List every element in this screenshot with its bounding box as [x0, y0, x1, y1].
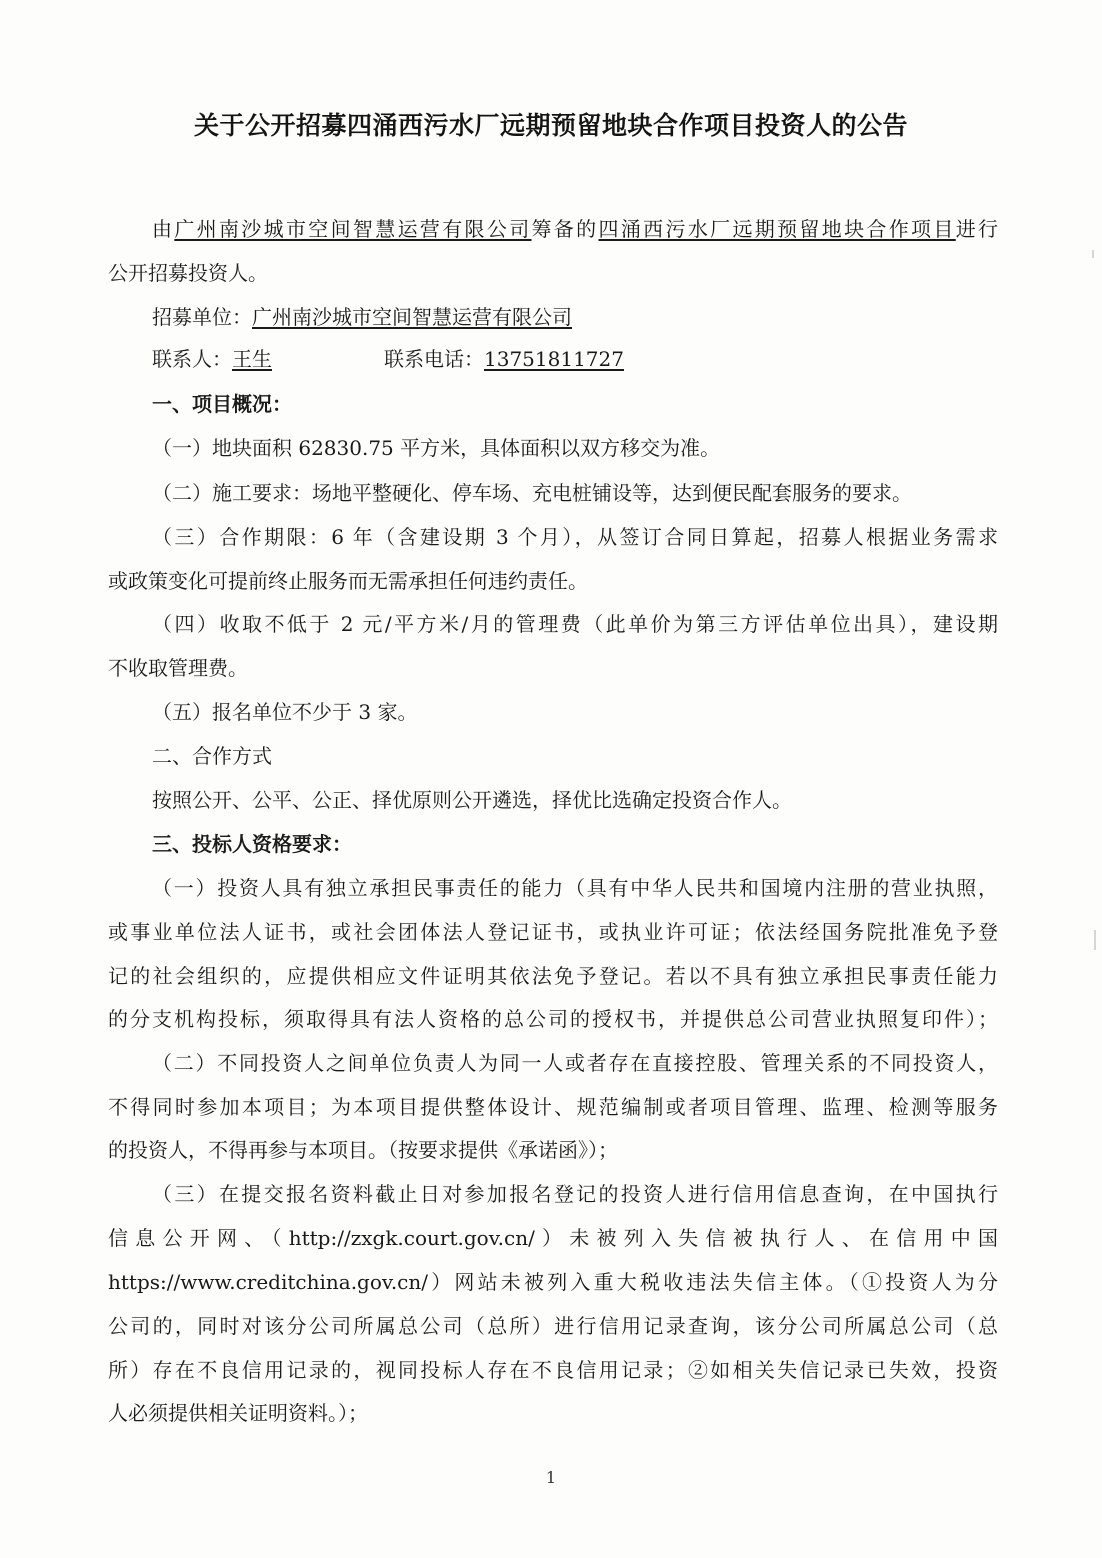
recruiter-row	[152, 302, 998, 332]
contact-phone-value: 13751811727	[484, 347, 624, 371]
scan-speck	[1092, 250, 1094, 258]
section2-heading: 二、合作方式	[152, 744, 272, 768]
section3-item2-line3: 的投资人，不得再参与本项目。（按要求提供《承诺函》）；	[108, 1138, 618, 1162]
section3-item3-line1: （三）在提交报名资料截止日对参加报名登记的投资人进行信用信息查询，在中国执行	[152, 1182, 998, 1206]
contact-row	[152, 344, 998, 374]
section1-heading: 一、项目概况：	[152, 392, 292, 416]
section2-body: 按照公开、公平、公正、择优原则公开遴选，择优比选确定投资合作人。	[152, 788, 792, 812]
section1-item5: （五）报名单位不少于 3 家。	[152, 700, 418, 724]
page-title: 关于公开招募四涌西污水厂远期预留地块合作项目投资人的公告	[193, 111, 908, 140]
recruiter-label: 招募单位：	[152, 305, 252, 329]
section3-heading: 三、投标人资格要求：	[152, 832, 352, 856]
section3-item2-line1: （二）不同投资人之间单位负责人为同一人或者存在直接控股、管理关系的不同投资人，	[152, 1051, 998, 1075]
section3-item1-line3: 记的社会组织的，应提供相应文件证明其依法免予登记。若以不具有独立承担民事责任能力	[108, 964, 998, 988]
section3-item3-line6: 人必须提供相关证明资料。）；	[108, 1401, 368, 1425]
page-number: 1	[545, 1468, 557, 1487]
contact-person-label: 联系人：	[152, 347, 232, 371]
section1-item1: （一）地块面积 62830.75 平方米，具体面积以双方移交为准。	[152, 436, 721, 460]
section1-item2: （二）施工要求：场地平整硬化、停车场、充电桩铺设等，达到便民配套服务的要求。	[152, 481, 912, 505]
section3-item3-line5: 所）存在不良信用记录的，视同投标人存在不良信用记录；②如相关失信记录已失效，投资	[108, 1358, 998, 1382]
section1-item4-line1: （四）收取不低于 2 元/平方米/月的管理费（此单价为第三方评估单位出具），建设期	[152, 612, 998, 636]
section3-item1-line2: 或事业单位法人证书，或社会团体法人登记证书，或执业许可证；依法经国务院批准免予登	[108, 920, 998, 944]
intro-project: 四涌西污水厂远期预留地块合作项目	[598, 217, 956, 241]
section3-item1-line1: （一）投资人具有独立承担民事责任的能力（具有中华人民共和国境内注册的营业执照，	[152, 876, 998, 900]
section1-item4-line2: 不收取管理费。	[108, 656, 248, 680]
section3-item3-line4: 公司的，同时对该分公司所属总公司（总所）进行信用记录查询，该分公司所属总公司（总	[108, 1314, 998, 1338]
section3-item2-line2: 不得同时参加本项目；为本项目提供整体设计、规范编制或者项目管理、监理、检测等服务	[108, 1095, 998, 1119]
section3-item3-line2: 信息公开网、（http://zxgk.court.gov.cn/）未被列入失信被执行人、在信用中国	[108, 1226, 998, 1250]
section1-item3-line1: （三）合作期限：6 年（含建设期 3 个月），从签订合同日算起，招募人根据业务需求	[152, 525, 998, 549]
intro-company: 广州南沙城市空间智慧运营有限公司	[174, 217, 532, 241]
scan-speck	[1094, 930, 1096, 950]
recruiter-value: 广州南沙城市空间智慧运营有限公司	[252, 305, 572, 329]
section3-item3-line3: https://www.creditchina.gov.cn/）网站未被列入重大税收违法失信主体。（①投资人为分	[108, 1270, 998, 1294]
section1-item3-line2: 或政策变化可提前终止服务而无需承担任何违约责任。	[108, 569, 588, 593]
contact-phone-label: 联系电话：	[384, 347, 484, 371]
section3-item1-line4: 的分支机构投标，须取得具有法人资格的总公司的授权书，并提供总公司营业执照复印件）；	[108, 1007, 998, 1031]
intro-line-1: 由广州南沙城市空间智慧运营有限公司筹备的四涌西污水厂远期预留地块合作项目进行	[152, 217, 998, 241]
contact-person-value: 王生	[232, 347, 272, 371]
intro-line-2: 公开招募投资人。	[108, 261, 268, 285]
